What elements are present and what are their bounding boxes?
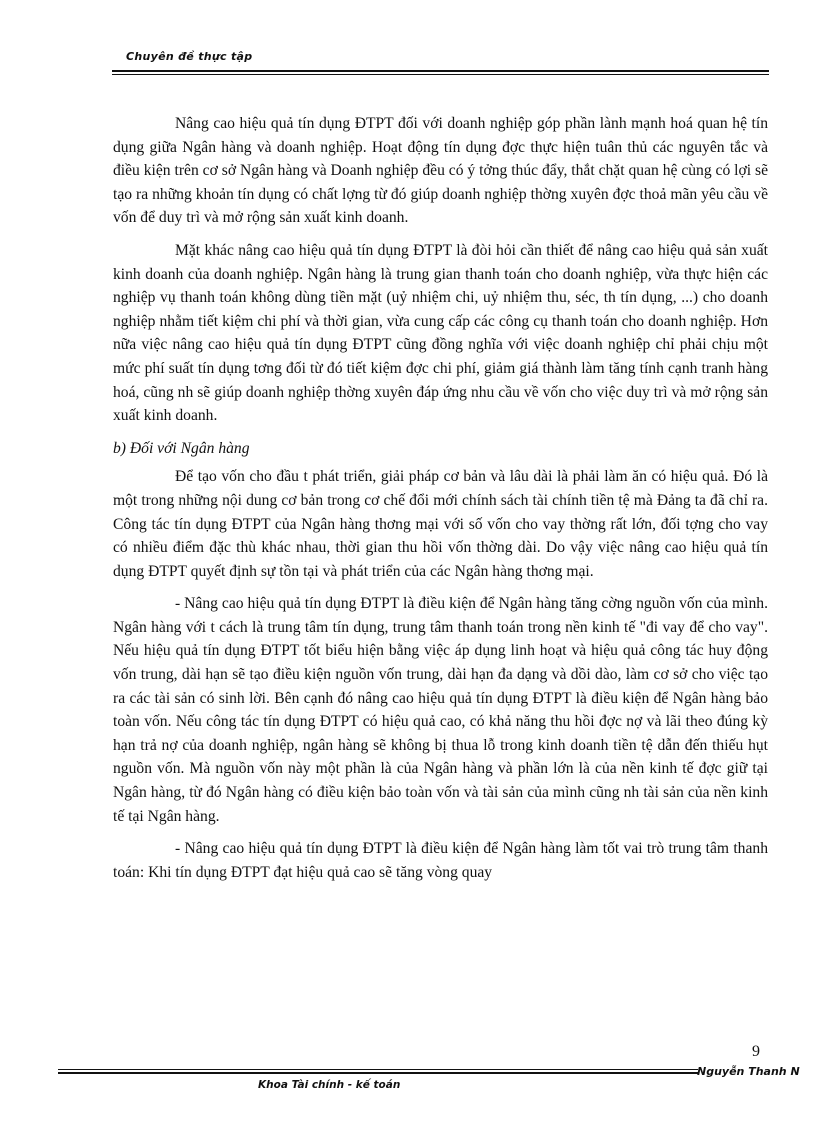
footer-rule-top: [58, 1069, 698, 1070]
paragraph-4: - Nâng cao hiệu quả tín dụng ĐTPT là điều kiện để Ngân hàng tăng cờng nguồn vốn của mình. Ngân hàng với t cách là trung tâm tín dụng, trung tâm thanh toán trong nền kinh tế "đi vay để cho vay". Nếu hiệu quả tín dụng ĐTPT tốt biểu hiện bằng việc áp dụng linh hoạt và hiệu quả công tác huy động vốn trung, dài hạn sẽ tạo điều kiện nguồn vốn trung, dài hạn đa dạng và dồi dào, làm cơ sở cho việc tạo ra các tài sản có sinh lời. Bên cạnh đó nâng cao hiệu quả tín dụng ĐTPT là điều kiện để Ngân hàng bảo toàn vốn. Nếu công tác tín dụng ĐTPT có hiệu quả cao, có khả năng thu hồi đợc nợ và lãi theo đúng kỳ hạn trả nợ của doanh nghiệp, ngân hàng sẽ không bị thua lỗ trong kinh doanh tiền tệ dẫn đến thiếu hụt nguồn vốn. Mà nguồn vốn này một phần là của Ngân hàng và phần lớn là của nền kinh tế đợc giữ tại Ngân hàng, từ đó Ngân hàng có điều kiện bảo toàn vốn và tài sản của mình cũng nh tài sản của nền kinh tế tại Ngân hàng.: [113, 595, 768, 825]
paragraph-1: Nâng cao hiệu quả tín dụng ĐTPT đối với doanh nghiệp góp phần lành mạnh hoá quan hệ tín dụng giữa Ngân hàng và doanh nghiệp. Hoạt động tín dụng đợc thực hiện tuân thủ các nguyên tắc và điều kiện trên cơ sở Ngân hàng và Doanh nghiệp đều có ý tởng thúc đẩy, thắt chặt quan hệ cùng có lợi sẽ tạo ra những khoản tín dụng có chất lợng từ đó giúp doanh nghiệp thờng xuyên đợc thoả mãn yêu cầu về vốn để duy trì và mở rộng sản xuất kinh doanh.: [113, 115, 768, 227]
paragraph-3: Để tạo vốn cho đầu t phát triển, giải pháp cơ bản và lâu dài là phải làm ăn có hiệu quả. Đó là một trong những nội dung cơ bản trong cơ chế đổi mới chính sách tài chính tiền tệ mà Đảng ta đã chỉ ra. Công tác tín dụng ĐTPT của Ngân hàng thơng mại với số vốn cho vay thờng rất lớn, đối tợng cho vay có nhiều điểm đặc thù khác nhau, thời gian thu hồi vốn thờng dài. Do vậy việc nâng cao hiệu quả tín dụng ĐTPT quyết định sự tồn tại và phát triển của các Ngân hàng thơng mại.: [113, 468, 768, 580]
footer-author: Nguyễn Thanh N: [697, 1065, 800, 1078]
header-title: Chuyên đề thực tập: [126, 50, 253, 63]
page-number: 9: [752, 1043, 760, 1060]
document-body: [113, 112, 768, 893]
footer-rule-bottom: [58, 1072, 698, 1074]
footer-department: Khoa Tài chính - kế toán: [258, 1079, 401, 1091]
paragraph-2: Mặt khác nâng cao hiệu quả tín dụng ĐTPT là đòi hỏi cần thiết để nâng cao hiệu quả sản xuất kinh doanh của doanh nghiệp. Ngân hàng là trung gian thanh toán cho doanh nghiệp, vừa thực hiện các nghiệp vụ thanh toán không dùng tiền mặt (uỷ nhiệm chi, uỷ nhiệm thu, séc, th tín dụng, ...) cho doanh nghiệp nhằm tiết kiệm chi phí và thời gian, vừa cung cấp các công cụ thanh toán cho doanh nghiệp. Hơn nữa việc nâng cao hiệu quả tín dụng ĐTPT cũng đồng nghĩa với việc doanh nghiệp chỉ phải chịu một mức phí suất tín dụng tơng đối từ đó tiết kiệm đợc chi phí, giảm giá thành làm tăng tính cạnh tranh hàng hoá, cũng nh sẽ giúp doanh nghiệp thờng xuyên đáp ứng nhu cầu về vốn cho việc duy trì và mở rộng sản xuất kinh doanh.: [113, 241, 768, 425]
section-subheading: b) Đối với Ngân hàng: [113, 439, 250, 457]
header-rule-bottom: [112, 74, 769, 75]
header-rule-top: [112, 70, 769, 72]
paragraph-5: - Nâng cao hiệu quả tín dụng ĐTPT là điều kiện để Ngân hàng làm tốt vai trò trung tâm thanh toán: Khi tín dụng ĐTPT đạt hiệu quả cao sẽ tăng vòng quay: [113, 840, 768, 881]
